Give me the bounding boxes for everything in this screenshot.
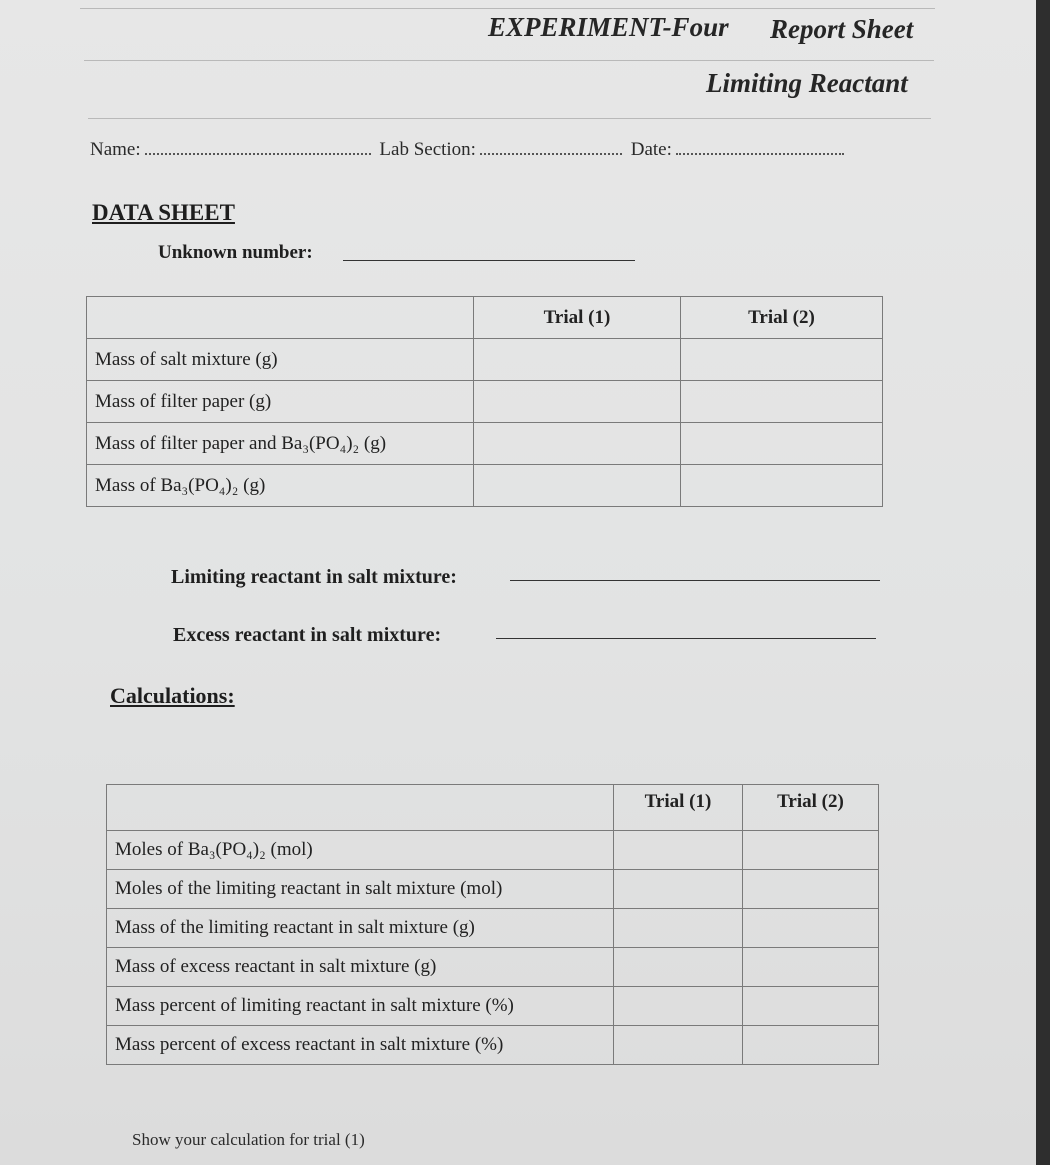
- trial-1-cell[interactable]: [474, 381, 681, 423]
- row-label: Mass of excess reactant in salt mixture (g): [107, 948, 614, 987]
- trial-1-cell[interactable]: [614, 987, 743, 1026]
- calculations-heading: Calculations:: [110, 683, 235, 708]
- trial-1-cell[interactable]: [614, 909, 743, 948]
- table-row: [107, 870, 879, 909]
- header-rule-top: [80, 8, 935, 9]
- name-field[interactable]: [145, 147, 371, 155]
- row-label: Mass of filter paper (g): [87, 381, 474, 423]
- data-table: [86, 296, 883, 507]
- table-row: [107, 987, 879, 1026]
- calc-table-corner: [107, 785, 614, 831]
- trial-2-cell[interactable]: [743, 909, 879, 948]
- unknown-number-label: Unknown number:: [158, 242, 313, 263]
- row-label: Mass of filter paper and Ba₃(PO₄)₂ (g): [87, 423, 474, 465]
- table-row: [87, 465, 883, 507]
- report-sheet-title: Report Sheet: [770, 14, 914, 44]
- table-row: [87, 423, 883, 465]
- row-label: Mass of salt mixture (g): [87, 339, 474, 381]
- lab-section-field[interactable]: [480, 147, 622, 155]
- trial-2-cell[interactable]: [743, 831, 879, 870]
- date-field[interactable]: [676, 147, 844, 155]
- excess-reactant-label: Excess reactant in salt mixture:: [173, 624, 442, 646]
- trial-2-cell[interactable]: [743, 948, 879, 987]
- trial-1-cell[interactable]: [614, 1026, 743, 1065]
- trial-1-cell[interactable]: [474, 339, 681, 381]
- calculation-instruction: Show your calculation for trial (1): [132, 1130, 365, 1149]
- limiting-reactant-field[interactable]: [510, 580, 880, 581]
- limiting-reactant-label: Limiting reactant in salt mixture:: [171, 566, 457, 588]
- trial-1-cell[interactable]: [614, 948, 743, 987]
- calc-col-trial-2: Trial (2): [743, 785, 879, 831]
- topic-title: Limiting Reactant: [706, 68, 908, 98]
- excess-reactant-field[interactable]: [496, 638, 876, 639]
- experiment-title: EXPERIMENT-Four: [488, 12, 729, 42]
- date-label: Date:: [630, 139, 672, 160]
- row-label: Mass of the limiting reactant in salt mixture (g): [107, 909, 614, 948]
- trial-1-cell[interactable]: [614, 831, 743, 870]
- calc-table-header: [107, 785, 879, 831]
- data-col-trial-1: Trial (1): [474, 297, 681, 339]
- header-rule-middle: [84, 60, 934, 61]
- trial-2-cell[interactable]: [743, 987, 879, 1026]
- name-label: Name:: [90, 139, 141, 160]
- data-sheet-heading: DATA SHEET: [92, 200, 235, 225]
- row-label: Mass percent of excess reactant in salt mixture (%): [107, 1026, 614, 1065]
- calculations-table: [106, 784, 879, 1065]
- trial-2-cell[interactable]: [681, 423, 883, 465]
- trial-2-cell[interactable]: [743, 1026, 879, 1065]
- row-label: Mass percent of limiting reactant in salt mixture (%): [107, 987, 614, 1026]
- table-row: [87, 381, 883, 423]
- table-row: [107, 1026, 879, 1065]
- row-label: Mass of Ba₃(PO₄)₂ (g): [87, 465, 474, 507]
- student-info-row: [90, 139, 848, 161]
- table-row: [107, 909, 879, 948]
- table-row: [87, 339, 883, 381]
- trial-2-cell[interactable]: [681, 339, 883, 381]
- trial-1-cell[interactable]: [614, 870, 743, 909]
- calc-col-trial-1: Trial (1): [614, 785, 743, 831]
- row-label: Moles of Ba₃(PO₄)₂ (mol): [107, 831, 614, 870]
- header-rule-bottom: [88, 118, 931, 119]
- data-table-header: [87, 297, 883, 339]
- table-row: [107, 831, 879, 870]
- unknown-number-field[interactable]: [343, 260, 635, 261]
- table-row: [107, 948, 879, 987]
- data-col-trial-2: Trial (2): [681, 297, 883, 339]
- row-label: Moles of the limiting reactant in salt mixture (mol): [107, 870, 614, 909]
- trial-2-cell[interactable]: [743, 870, 879, 909]
- trial-1-cell[interactable]: [474, 465, 681, 507]
- lab-section-label: Lab Section:: [379, 139, 476, 160]
- trial-1-cell[interactable]: [474, 423, 681, 465]
- trial-2-cell[interactable]: [681, 465, 883, 507]
- trial-2-cell[interactable]: [681, 381, 883, 423]
- data-table-corner: [87, 297, 474, 339]
